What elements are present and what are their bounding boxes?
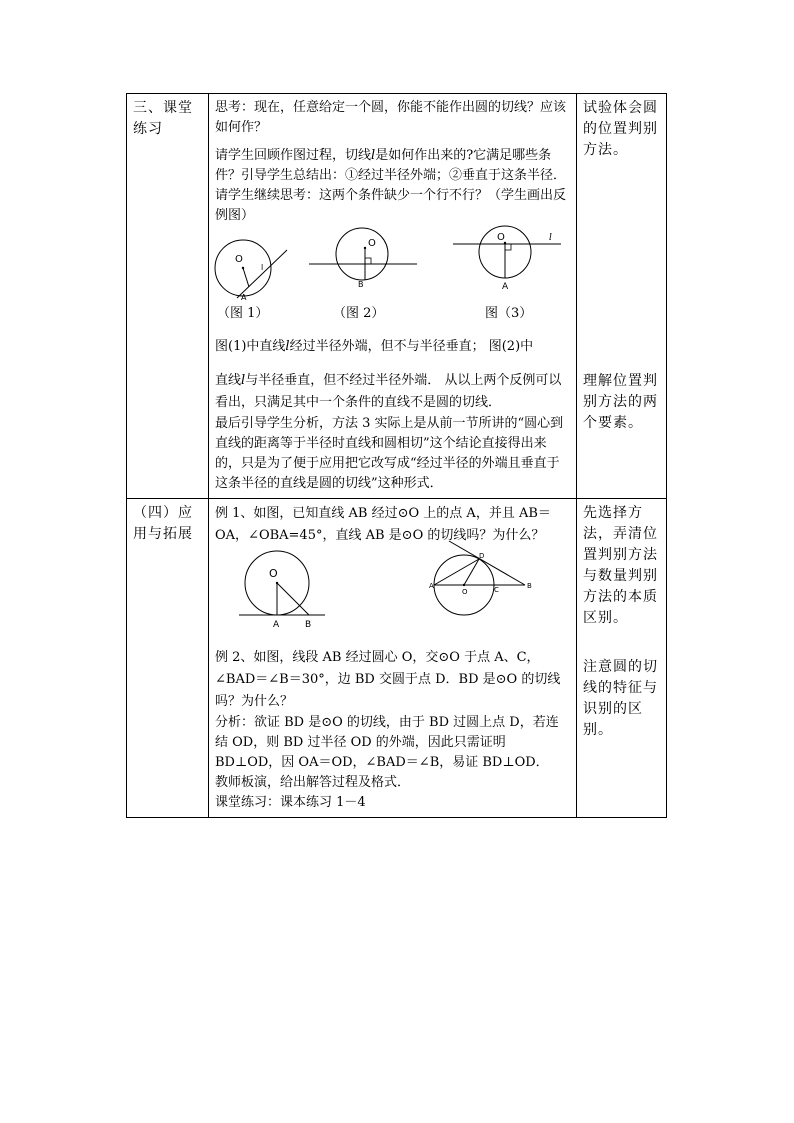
stage-label: （四）应用与拓展 [133,505,193,542]
continue-paragraph: 请学生继续思考：这两个条件缺少一个行不行？（学生画出反例图） [215,188,567,223]
class-practice: 课堂练习：课本练习 1－4 [215,795,366,810]
example-svg [215,552,571,630]
example-1: 例 1、如图，已知直线 AB 经过⊙O 上的点 A，并且 AB＝OA，∠OBA=45°，直线 AB 是⊙O 的切线吗？为什么？ [215,506,551,543]
content-cell [209,499,577,818]
svg-text:l: l [549,233,552,243]
svg-text:B: B [305,620,312,630]
content-cell [209,94,577,499]
caption-fig-1: （图 1） [217,306,269,321]
think-question: 思考：现在，任意给定一个圆，你能不能作出圆的切线？应该如何作？ [215,100,567,135]
counterexample-figures [215,228,570,302]
table-row [127,499,667,818]
svg-text:A: A [502,282,509,292]
svg-text:D: D [479,552,485,560]
stage-label: 三、课堂练习 [133,100,193,137]
caption-fig-2: （图 2） [333,306,385,321]
counterexample-svg [215,228,571,302]
svg-text:O: O [368,238,376,249]
counterexample-explain-1: 图(1)中直线l经过半径外端，但不与半径垂直； 图(2)中 [215,339,534,354]
svg-text:A: A [241,293,247,302]
lesson-table [126,93,667,818]
svg-text:O: O [235,254,243,265]
svg-text:C: C [494,586,499,594]
svg-text:B: B [527,582,532,590]
note-text-1: 先选择方法，弄清位置判别方法与数量判别方法的本质区别。 [583,505,658,626]
svg-text:O: O [269,567,278,580]
analysis-paragraph: 分析：欲证 BD 是⊙O 的切线，由于 BD 过圆上点 D，若连结 OD，则 BD 过半径 OD 的外端，因此只需证明 BD⊥OD，因 OA＝OD，∠BAD＝∠B，易证 BD⊥OD． [215,715,559,770]
figure-2 [309,228,417,289]
note-text-2: 注意圆的切线的特征与识别的区别。 [583,659,658,738]
example-figures [215,552,570,630]
svg-text:A: A [429,582,434,590]
caption-fig-3: 图（3） [485,306,533,321]
note-text-1: 试验体会圆的位置判别方法。 [583,100,658,158]
figure-3 [453,226,561,292]
stage-cell [127,94,209,499]
figure-1 [215,240,287,302]
teacher-demo: 教师板演，给出解答过程及格式． [215,775,411,790]
review-paragraph: 请学生回顾作图过程，切线l是如何作出来的?它满足哪些条件？引导学生总结出：①经过半径外端；②垂直于这条半径． [215,148,567,183]
example-2: 例 2、如图，线段 AB 经过圆心 O，交⊙O 于点 A、C，∠BAD＝∠B＝30°，边 BD 交圆于点 D．BD 是⊙O 的切线吗？为什么？ [215,650,561,709]
summary-paragraph: 最后引导学生分析，方法 3 实际上是从前一节所讲的“圆心到直线的距离等于半径时直线和圆相切”这个结论直接得出来的，只是为了便于应用把它改写成“经过半径的外端且垂直于这条半径的直线是圆的切线”这种形式． [215,416,564,491]
svg-text:l: l [261,263,264,272]
svg-text:B: B [358,280,364,289]
svg-text:A: A [273,620,280,630]
table-row [127,94,667,499]
svg-text:O: O [497,232,505,243]
example-2-figure [429,541,532,615]
example-1-figure [239,551,325,630]
note-cell [577,499,667,818]
svg-text:O: O [462,588,468,596]
note-text-2: 理解位置判别方法的两个要素。 [583,373,658,431]
counterexample-explain-2: 直线l与半径垂直，但不经过半径外端． 从以上两个反例可以看出，只满足其中一个条件的直线不是圆的切线． [215,373,562,410]
figure-captions [215,302,570,328]
stage-cell [127,499,209,818]
note-cell [577,94,667,499]
